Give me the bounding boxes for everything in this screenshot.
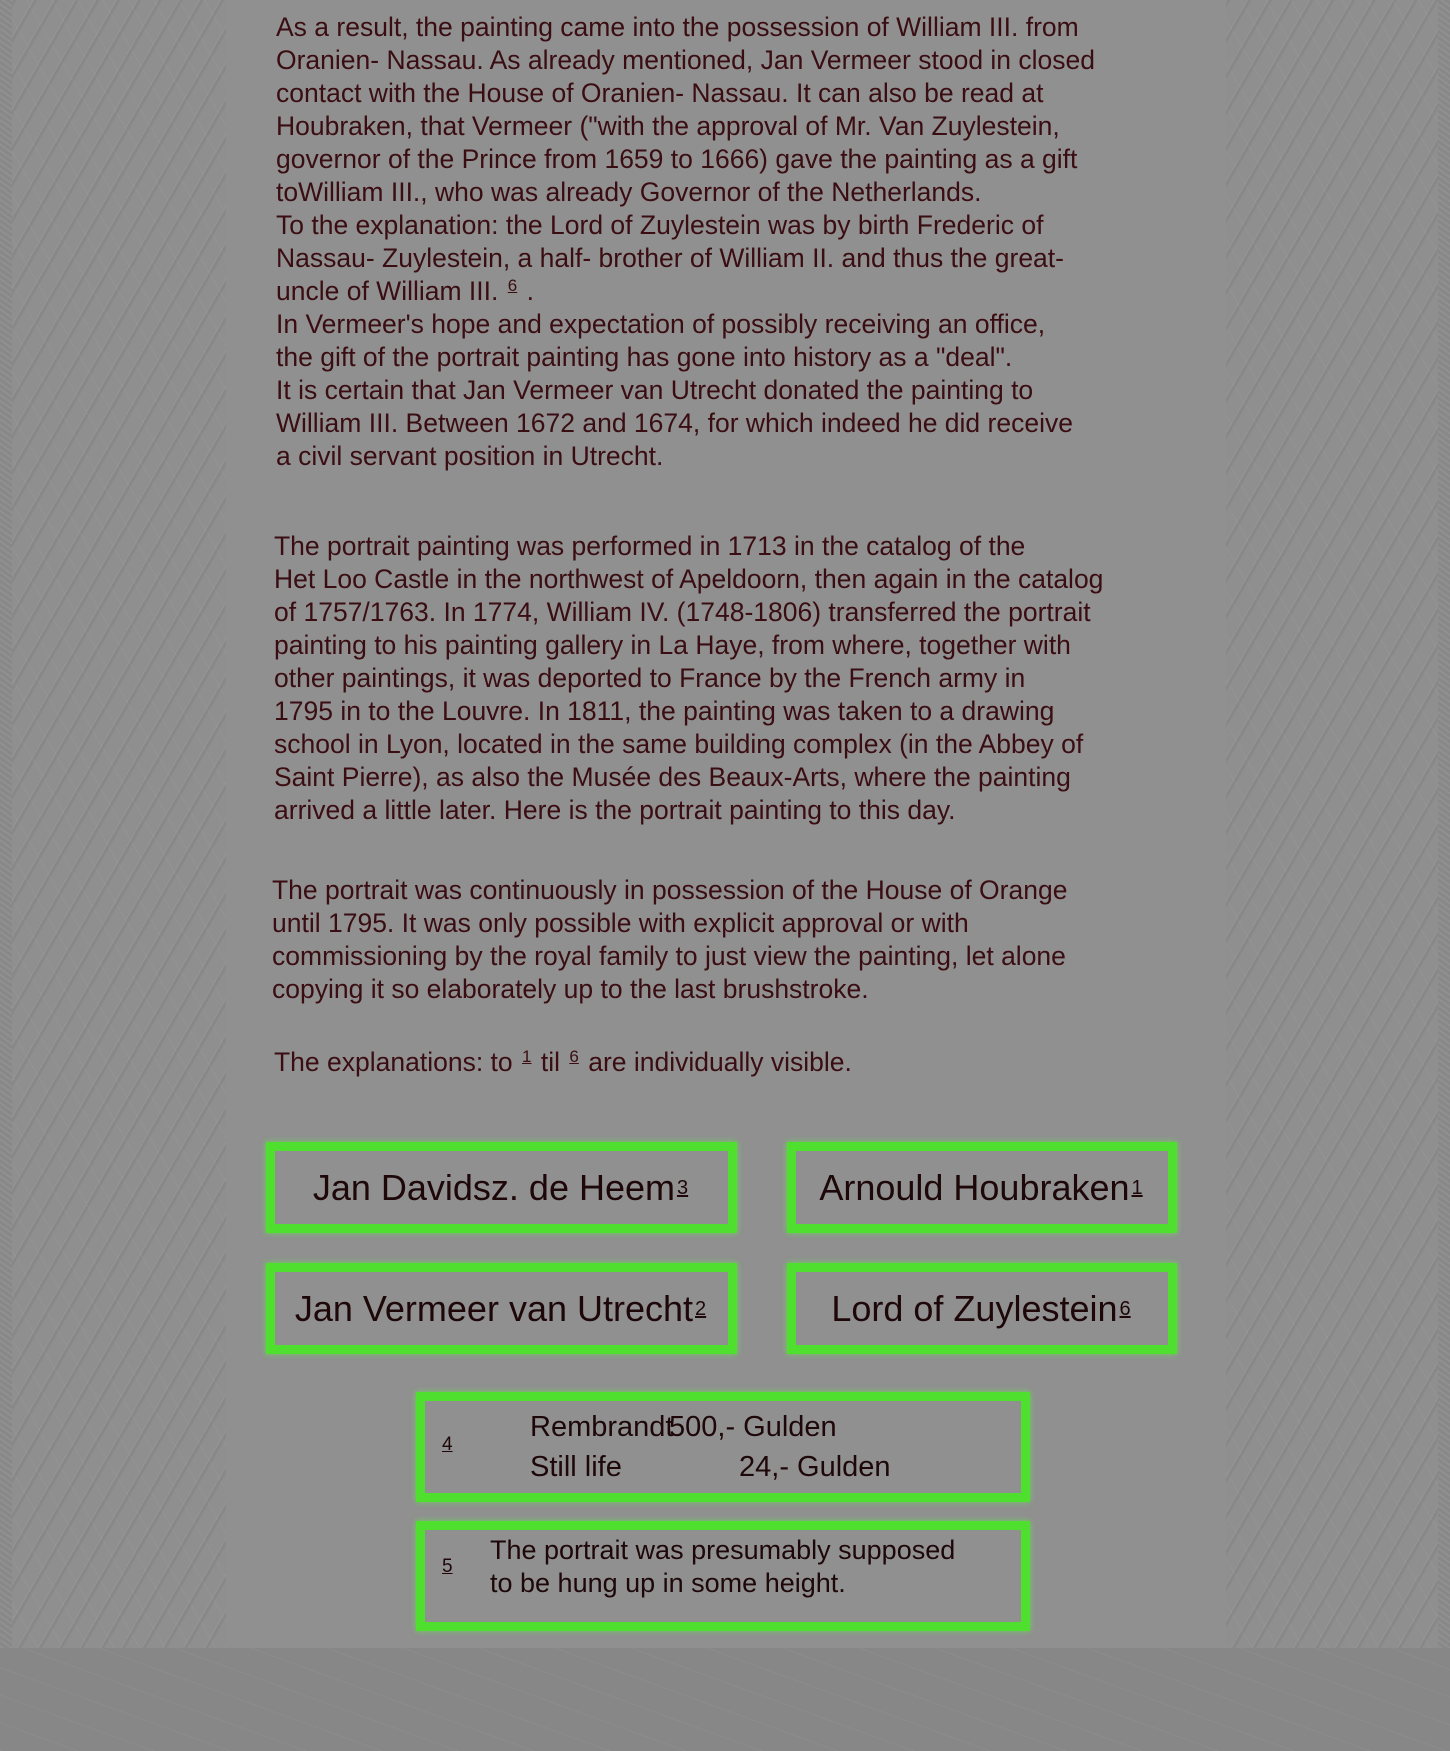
- prices-note-box: [416, 1392, 1030, 1502]
- height-note-box: [416, 1521, 1030, 1631]
- decorative-background-right: [1226, 0, 1438, 1648]
- text-line: painting to his painting gallery in La Haye, from where, together with: [274, 630, 1071, 660]
- note-number: 5: [442, 1556, 453, 1577]
- footnote-link[interactable]: 6: [569, 1046, 579, 1066]
- text-line: [274, 1046, 852, 1079]
- text-line: contact with the House of Oranien- Nassau. It can also be read at: [276, 78, 1044, 108]
- paragraph-catalog-history: [274, 530, 1103, 827]
- text-line: arrived a little later. Here is the portrait painting to this day.: [274, 795, 956, 825]
- note-line: to be hung up in some height.: [490, 1568, 846, 1598]
- text-line: Oranien- Nassau. As already mentioned, Jan Vermeer stood in closed: [276, 45, 1096, 75]
- text-segment: til: [540, 1047, 561, 1077]
- price-row-name: Rembrandt: [530, 1411, 674, 1443]
- text-line: commissioning by the royal family to just view the painting, let alone: [272, 941, 1066, 971]
- paragraph-provenance: [276, 11, 1095, 473]
- text-line: copying it so elaborately up to the last brushstroke.: [272, 974, 869, 1004]
- text-line: governor of the Prince from 1659 to 1666) gave the painting as a gift: [276, 144, 1078, 174]
- box-label: Jan Davidsz. de Heem: [312, 1166, 676, 1208]
- text-line: Saint Pierre), as also the Musée des Beaux-Arts, where the painting: [274, 762, 1071, 792]
- content-page: [226, 0, 1226, 1648]
- text-line: Het Loo Castle in the northwest of Apeldoorn, then again in the catalog: [274, 564, 1104, 594]
- heem-link-box[interactable]: Jan Davidsz. de Heem 3: [266, 1142, 737, 1233]
- note-number: 4: [442, 1434, 453, 1455]
- paragraph-possession: [272, 874, 1067, 1006]
- text-line: until 1795. It was only possible with explicit approval or with: [272, 908, 969, 938]
- text-segment: uncle of William III.: [276, 276, 499, 306]
- text-line: To the explanation: the Lord of Zuylestein was by birth Frederic of: [276, 210, 1044, 240]
- decorative-background-left: [12, 0, 226, 1648]
- text-line: It is certain that Jan Vermeer van Utrecht donated the painting to: [276, 375, 1034, 405]
- decorative-background-bottom: [0, 1648, 1450, 1751]
- footnote-link[interactable]: 1: [522, 1046, 532, 1066]
- box-label: Jan Vermeer van Utrecht: [294, 1287, 694, 1329]
- text-line: Houbraken, that Vermeer ("with the approval of Mr. Van Zuylestein,: [276, 111, 1060, 141]
- note-line: The portrait was presumably supposed: [490, 1535, 956, 1565]
- text-line: other paintings, it was deported to France by the French army in: [274, 663, 1026, 693]
- vermeer-link-box[interactable]: Jan Vermeer van Utrecht 2: [266, 1263, 737, 1354]
- text-segment: are individually visible.: [588, 1047, 852, 1077]
- price-row-value: 500,- Gulden: [669, 1411, 837, 1443]
- price-row-value: 24,- Gulden: [739, 1451, 891, 1483]
- houbraken-link-box[interactable]: Arnould Houbraken 1: [787, 1142, 1177, 1233]
- text-line: the gift of the portrait painting has gone into history as a "deal".: [276, 342, 1013, 372]
- text-line: In Vermeer's hope and expectation of possibly receiving an office,: [276, 309, 1046, 339]
- text-line: William III. Between 1672 and 1674, for which indeed he did receive: [276, 408, 1073, 438]
- price-row-name: Still life: [530, 1451, 622, 1483]
- box-label: Arnould Houbraken: [819, 1166, 1130, 1208]
- text-line: toWilliam III., who was already Governor of the Netherlands.: [276, 177, 982, 207]
- text-segment: The explanations: to: [274, 1047, 513, 1077]
- text-line: The portrait painting was performed in 1713 in the catalog of the: [274, 531, 1026, 561]
- text-line: [276, 275, 1095, 308]
- text-line: a civil servant position in Utrecht.: [276, 441, 664, 471]
- box-label: Lord of Zuylestein: [831, 1287, 1118, 1329]
- footnote-link[interactable]: 6: [507, 275, 518, 295]
- text-line: Nassau- Zuylestein, a half- brother of William II. and thus the great-: [276, 243, 1064, 273]
- text-line: As a result, the painting came into the possession of William III. from: [276, 12, 1079, 42]
- explanations-line: [274, 1046, 852, 1079]
- text-line: school in Lyon, located in the same building complex (in the Abbey of: [274, 729, 1084, 759]
- text-segment: .: [526, 276, 534, 306]
- text-line: The portrait was continuously in possession of the House of Orange: [272, 875, 1068, 905]
- zuylestein-link-box[interactable]: Lord of Zuylestein 6: [787, 1263, 1177, 1354]
- text-line: of 1757/1763. In 1774, William IV. (1748-1806) transferred the portrait: [274, 597, 1091, 627]
- text-line: 1795 in to the Louvre. In 1811, the painting was taken to a drawing: [274, 696, 1055, 726]
